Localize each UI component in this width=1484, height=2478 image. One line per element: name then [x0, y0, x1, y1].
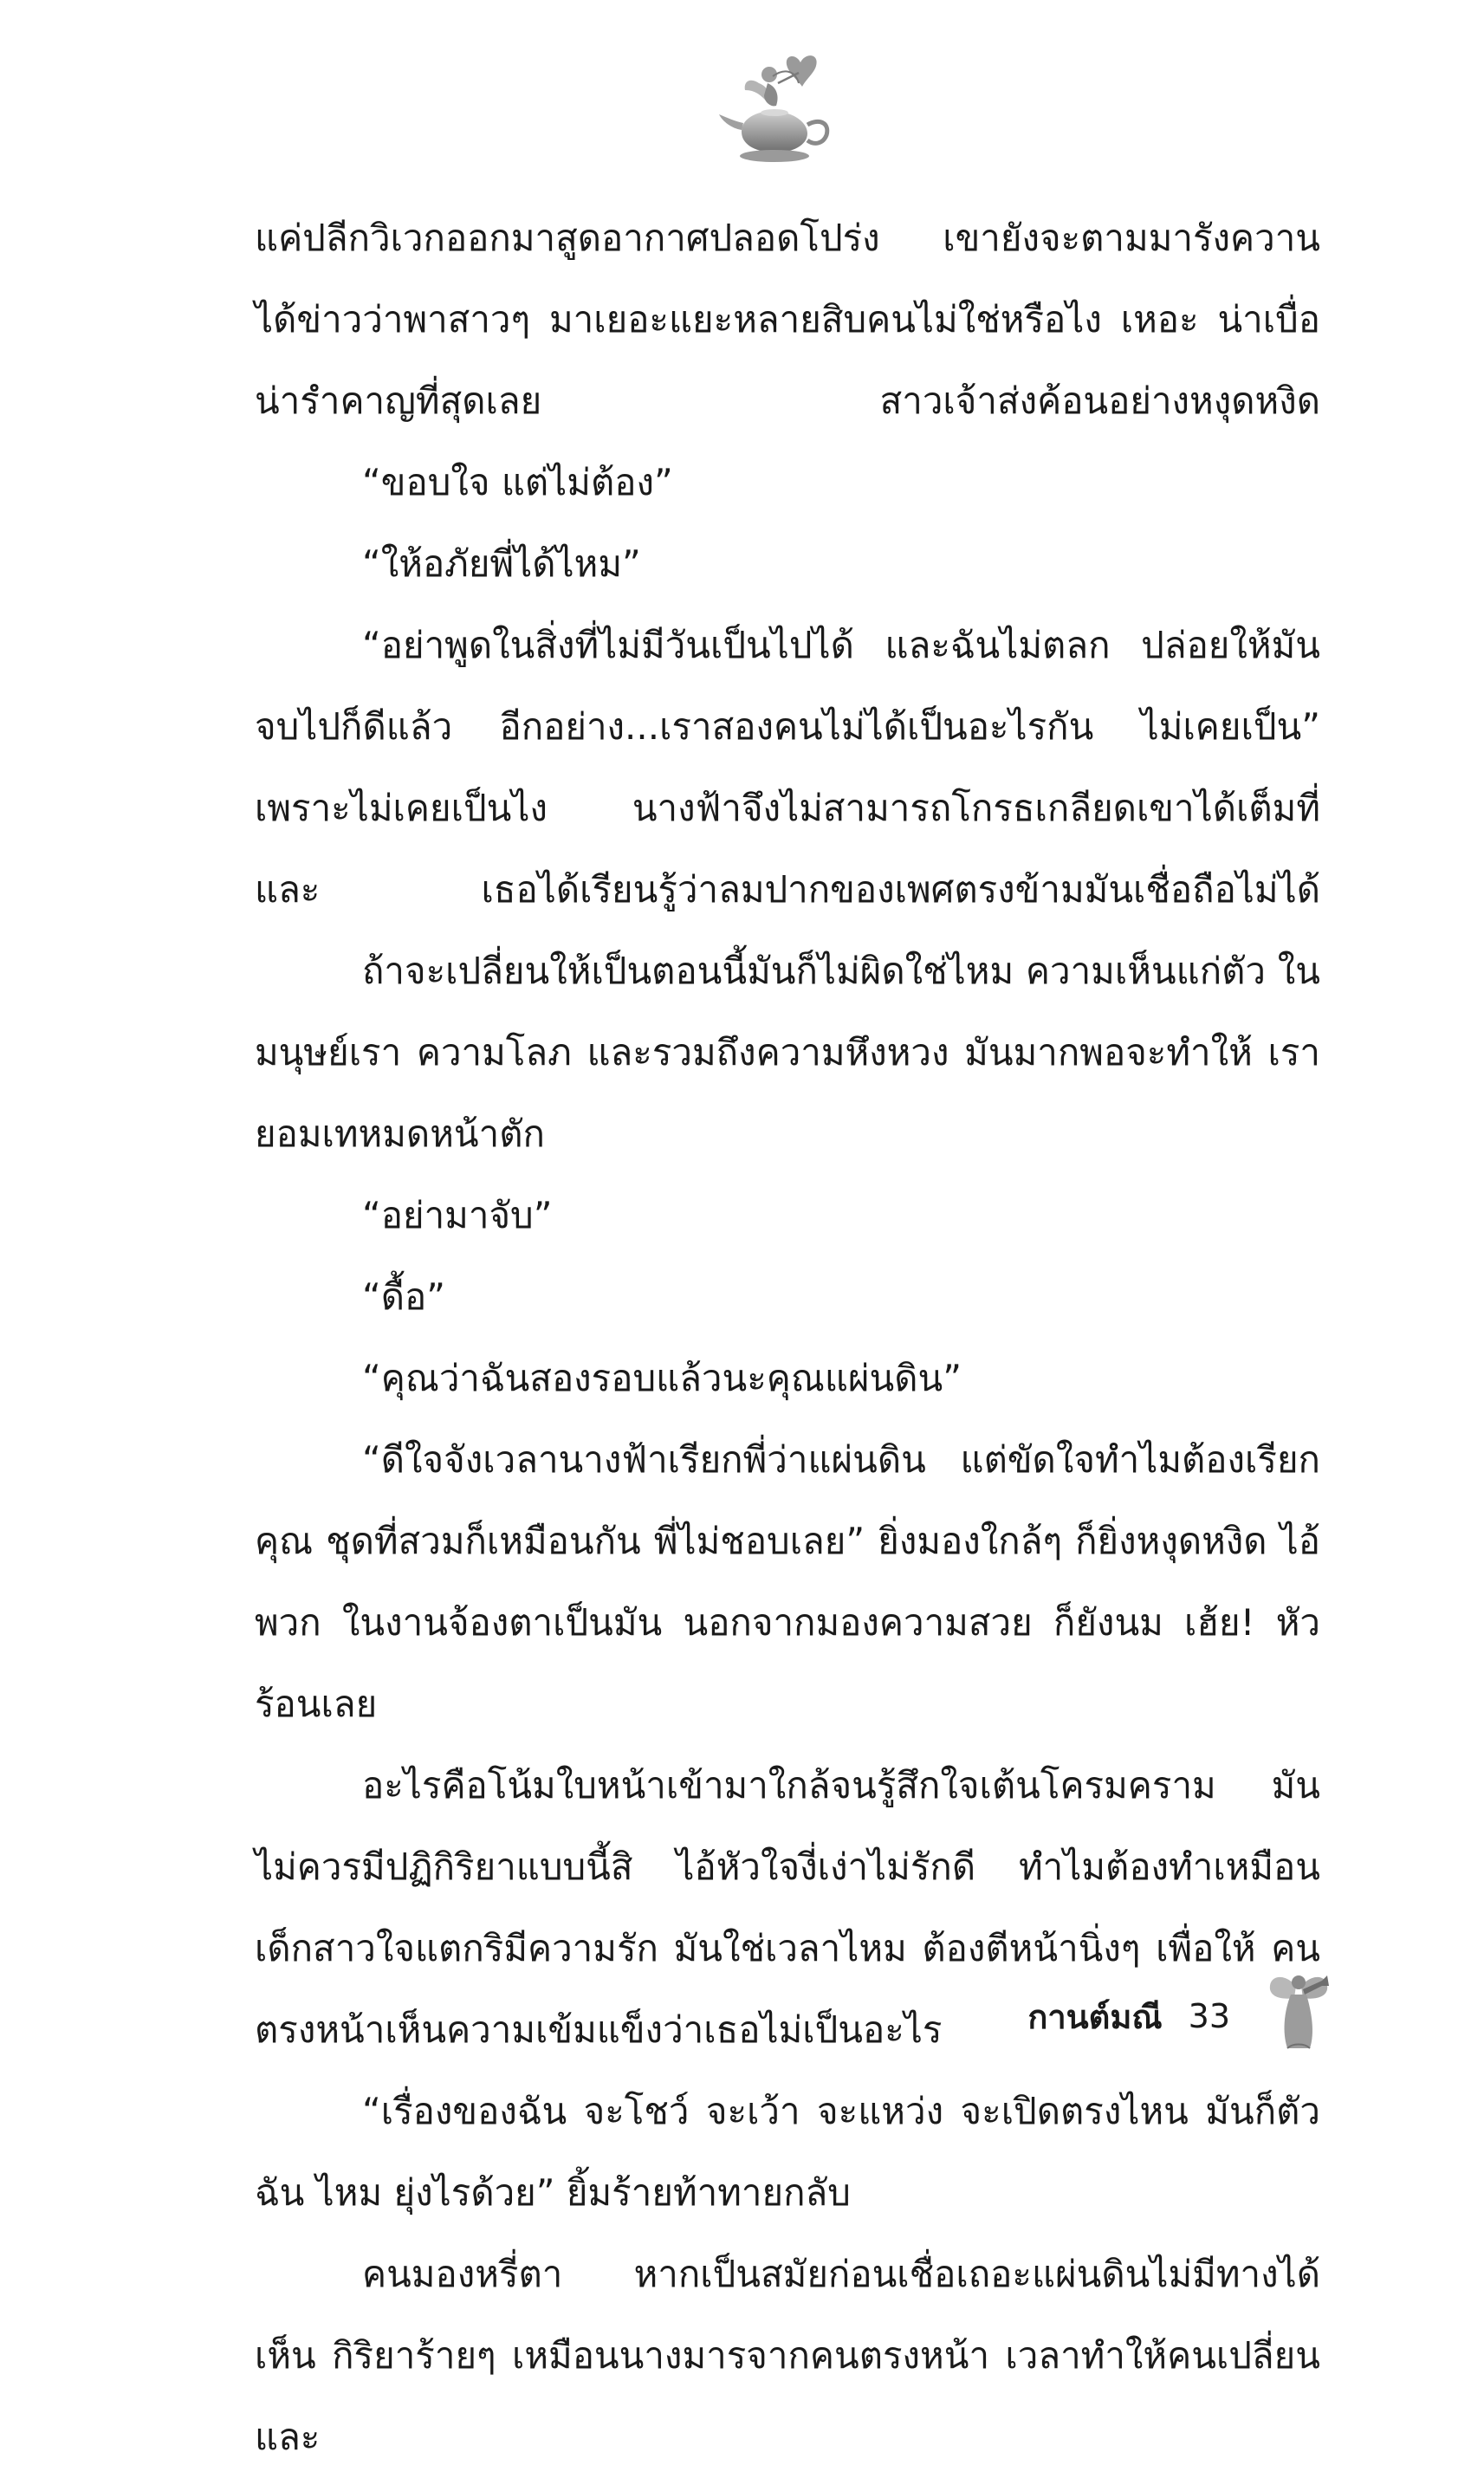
paragraph: คนมองหรี่ตา หากเป็นสมัยก่อนเชื่อเถอะแผ่นดินไม่มีทางได้เห็น กิริยาร้ายๆ เหมือนนางมารจากคนตรงหน้า เวลาทำให้คนเปลี่ยน และ [255, 2253, 1320, 2458]
dialogue-line: “ดื้อ” [362, 1275, 446, 1318]
dialogue-line: “อย่ามาจับ” [362, 1194, 553, 1236]
running-footer-title: กานต์มณี [1027, 1997, 1163, 2036]
dialogue-line: “คุณว่าฉันสองรอบแล้วนะคุณแผ่นดิน” [362, 1357, 962, 1399]
paragraph: ถ้าจะเปลี่ยนให้เป็นตอนนี้มันก็ไม่ผิดใช่ไหม ความเห็นแก่ตัว ในมนุษย์เรา ความโลภ และรวมถึงความหึงหวง มันมากพอจะทำให้ เรายอมเทหมดหน้าตัก [255, 950, 1320, 1155]
story-text [255, 198, 1320, 2478]
paragraph: อะไรคือโน้มใบหน้าเข้ามาใกล้จนรู้สึกใจเต้นโครมคราม มัน ไม่ควรมีปฏิกิริยาแบบนี้สิ ไอ้หัวใจงี่เง่าไม่รักดี ทำไมต้องทำเหมือน เด็กสาวใจแตกริมีความรัก มันใช่เวลาไหม ต้องตีหน้านิ่งๆ เพื่อให้ คนตรงหน้าเห็นความเข้มแข็งว่าเธอไม่เป็นอะไร [255, 1764, 1320, 2051]
dialogue-line: “ขอบใจ แต่ไม่ต้อง” [362, 461, 673, 503]
paragraph: แค่ปลีกวิเวกออกมาสูดอากาศปลอดโปร่ง เขายังจะตามมารังควาน ได้ข่าวว่าพาสาวๆ มาเยอะแยะหลายสิบคนไม่ใช่หรือไง เหอะ น่าเบื่อ น่ารำคาญที่สุดเลย สาวเจ้าส่งค้อนอย่างหงุดหงิด [255, 217, 1320, 422]
paragraph: “ดีใจจังเวลานางฟ้าเรียกพี่ว่าแผ่นดิน แต่ขัดใจทำไมต้องเรียกคุณ ชุดที่สวมก็เหมือนกัน พี่ไม่ชอบเลย” ยิ่งมองใกล้ๆ ก็ยิ่งหงุดหงิด ไอ้พวก ในงานจ้องตาเป็นมัน นอกจากมองความสวย ก็ยังนม เฮ้ย! หัวร้อนเลย [255, 1438, 1320, 1725]
paragraph: “อย่าพูดในสิ่งที่ไม่มีวันเป็นไปได้ และฉันไม่ตลก ปล่อยให้มัน จบไปก็ดีแล้ว อีกอย่าง...เราสองคนไม่ได้เป็นอะไรกัน ไม่เคยเป็น” เพราะไม่เคยเป็นไง นางฟ้าจึงไม่สามารถโกรธเกลียดเขาได้เต็มที่ และ เธอได้เรียนรู้ว่าลมปากของเพศตรงข้ามมันเชื่อถือไม่ได้ [255, 624, 1320, 911]
cupid-teapot-icon [716, 45, 846, 175]
paragraph: “เรื่องของฉัน จะโชว์ จะเว้า จะแหว่ง จะเปิดตรงไหน มันก็ตัวฉัน ไหม ยุ่งไรด้วย” ยิ้มร้ายท้าทายกลับ [255, 2090, 1320, 2214]
dialogue-line: “ให้อภัยพี่ได้ไหม” [362, 542, 641, 585]
page-number: 33 [1188, 1997, 1230, 2035]
angel-trumpet-icon [1258, 1960, 1336, 2055]
